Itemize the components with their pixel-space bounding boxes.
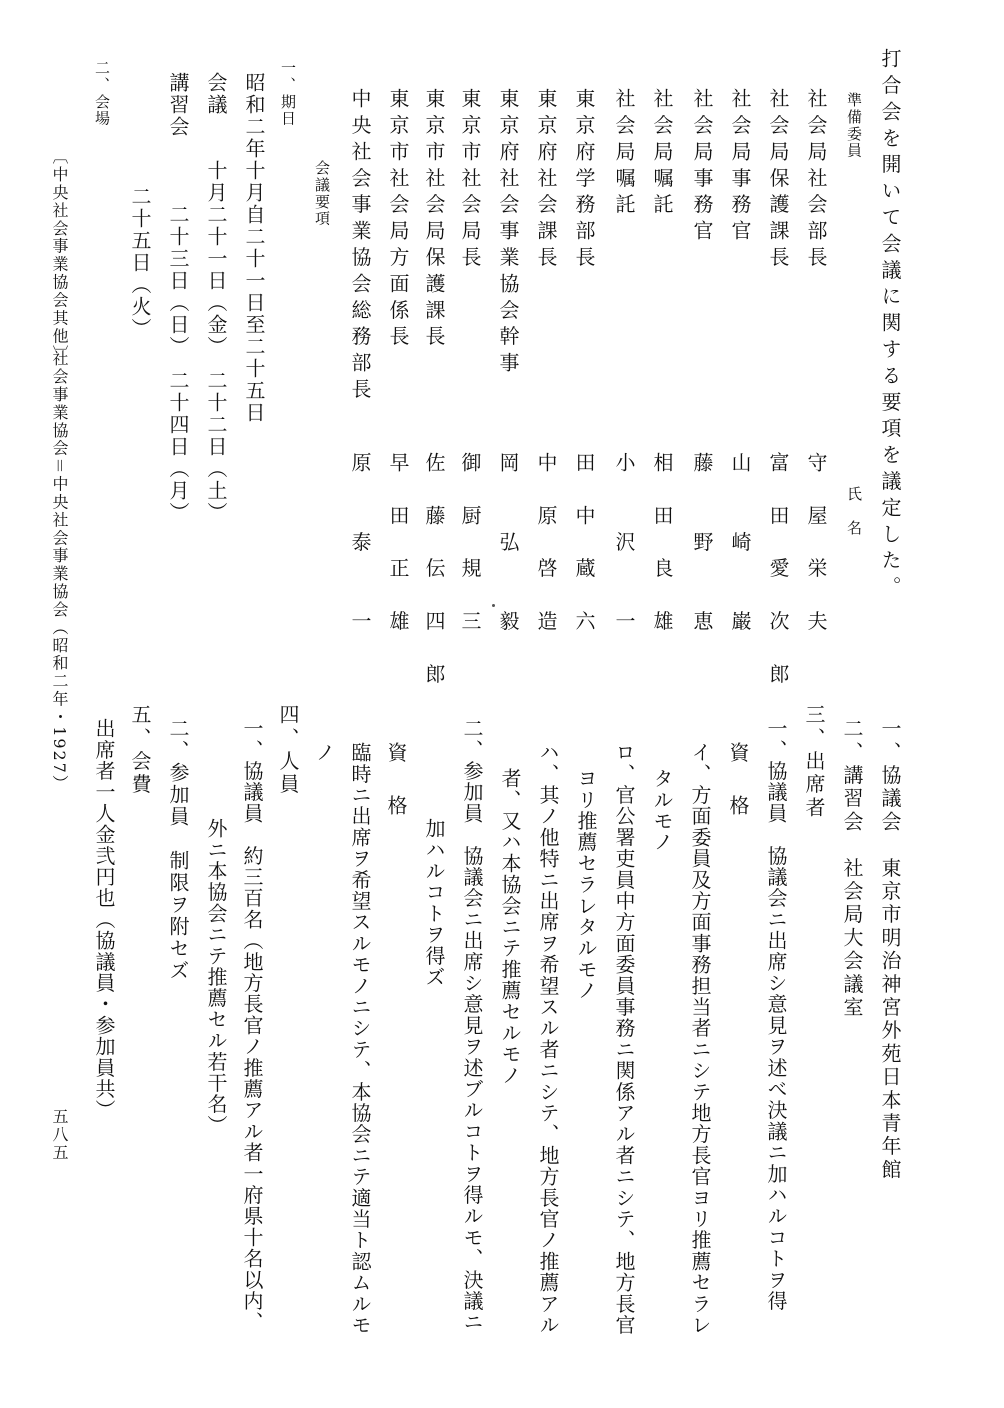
committee-role: 東京府社会事業協会幹事 bbox=[496, 88, 520, 379]
attendees-heading: 三、出席者 bbox=[802, 704, 826, 820]
committee-header-role: 準備委員 bbox=[845, 92, 863, 160]
qualification2-text: 臨時ニ出席ヲ希望スルモノニシテ、本協会ニテ適当ト認ムルモ bbox=[348, 742, 372, 1336]
committee-name: 藤 野 恵 bbox=[690, 452, 714, 637]
committee-name: 早 田 正 雄 bbox=[386, 452, 410, 637]
committee-name: 小 沢 一 bbox=[612, 452, 636, 637]
committee-role: 社会局社会部長 bbox=[804, 88, 828, 273]
stray-mark bbox=[492, 604, 495, 607]
committee-role: 社会局嘱託 bbox=[612, 88, 636, 220]
lecture-dates-cont: 二十五日（火） bbox=[128, 186, 152, 340]
qualification-ro: ロ、官公署吏員中方面委員事務ニ関係アル者ニシテ、地方長官 bbox=[612, 742, 636, 1336]
committee-role: 東京市社会局保護課長 bbox=[422, 88, 446, 352]
attendees-participants: 二、参加員 協議会ニ出席シ意見ヲ述ブルコトヲ得ルモ、決議ニ bbox=[460, 718, 484, 1333]
committee-name: 御 厨 規 三 bbox=[458, 452, 482, 637]
committee-role: 社会局事務官 bbox=[728, 88, 752, 247]
committee-role: 中央社会事業協会総務部長 bbox=[348, 88, 372, 405]
qualification-ro-cont: ヨリ推薦セラレタルモノ bbox=[574, 768, 598, 1002]
committee-role: 社会局事務官 bbox=[690, 88, 714, 247]
committee-name: 富 田 愛 次 郎 bbox=[766, 452, 790, 690]
venue-heading: 二、会場 bbox=[93, 60, 111, 128]
footer-source: 〔中央社会事業協会其他〕 bbox=[50, 148, 69, 364]
qualification-ha: ハ、其ノ他特ニ出席ヲ希望スル者ニシテ、地方長官ノ推薦アル bbox=[536, 742, 560, 1336]
numbers-members-cont: 外ニ本協会ニテ推薦セル若干名） bbox=[204, 818, 228, 1136]
qualification-ha-cont: 者、又ハ本協会ニテ推薦セルモノ bbox=[498, 768, 522, 1086]
committee-name: 佐 藤 伝 四 郎 bbox=[422, 452, 446, 690]
qualification-heading: 資 格 bbox=[726, 742, 750, 822]
committee-name: 山 崎 巌 bbox=[728, 452, 752, 637]
footer-title: 社会事業協会＝中央社会事業協会（昭和二年・1927） bbox=[50, 350, 69, 793]
numbers-heading: 四、人員 bbox=[276, 704, 300, 797]
committee-name: 中 原 啓 造 bbox=[534, 452, 558, 637]
attendees-members: 一、協議員 協議会ニ出席シ意見ヲ述べ決議ニ加ハルコトヲ得 bbox=[764, 718, 788, 1312]
numbers-participants: 二、参加員 制限ヲ附セズ bbox=[166, 718, 190, 982]
committee-name: 原 泰 一 bbox=[348, 452, 372, 637]
committee-role: 東京市社会局長 bbox=[458, 88, 482, 273]
venue-conference: 一、協議会 東京市明治神宮外苑日本青年館 bbox=[878, 718, 902, 1182]
committee-role: 東京府学務部長 bbox=[572, 88, 596, 273]
numbers-members: 一、協議員 約三百名（地方長官ノ推薦アル者一府県十名以内、 bbox=[240, 718, 264, 1333]
committee-name: 守 屋 栄 夫 bbox=[804, 452, 828, 637]
fee-heading: 五、会費 bbox=[128, 704, 152, 797]
outline-title: 会議要項 bbox=[313, 160, 331, 228]
committee-name: 相 田 良 雄 bbox=[650, 452, 674, 637]
qualification2-heading: 資 格 bbox=[384, 742, 408, 822]
qualification-i: イ、方面委員及方面事務担当者ニシテ地方長官ヨリ推薦セラレ bbox=[688, 742, 712, 1336]
attendees-participants-cont: 加ハルコトヲ得ズ bbox=[422, 818, 446, 988]
period-heading: 一、期日 bbox=[279, 60, 297, 128]
committee-role: 社会局嘱託 bbox=[650, 88, 674, 220]
committee-role: 社会局保護課長 bbox=[766, 88, 790, 273]
committee-role: 東京府社会課長 bbox=[534, 88, 558, 273]
fee-text: 出席者一人金弐円也（協議員・参加員共） bbox=[92, 718, 116, 1121]
committee-name: 田 中 蔵 六 bbox=[572, 452, 596, 637]
conference-dates: 会議 十月二十一日（金） 二十二日（土） bbox=[204, 72, 228, 524]
venue-lecture: 二、講習会 社会局大会議室 bbox=[840, 718, 864, 1020]
lecture-dates: 講習会 二十三日（日） 二十四日（月） bbox=[166, 72, 190, 524]
period-main: 昭和二年十月自二十一日至二十五日 bbox=[242, 72, 266, 424]
committee-header-name: 氏 名 bbox=[845, 486, 863, 537]
qualification2-text-cont: ノ bbox=[312, 742, 336, 769]
qualification-i-cont: タルモノ bbox=[650, 768, 674, 853]
committee-role: 東京市社会局方面係長 bbox=[386, 88, 410, 352]
intro-text: 打合会を開いて会議に関する要項を議定した。 bbox=[878, 48, 902, 603]
committee-name: 岡 弘 毅 bbox=[496, 452, 520, 637]
page-number: 五八五 bbox=[50, 1108, 69, 1162]
